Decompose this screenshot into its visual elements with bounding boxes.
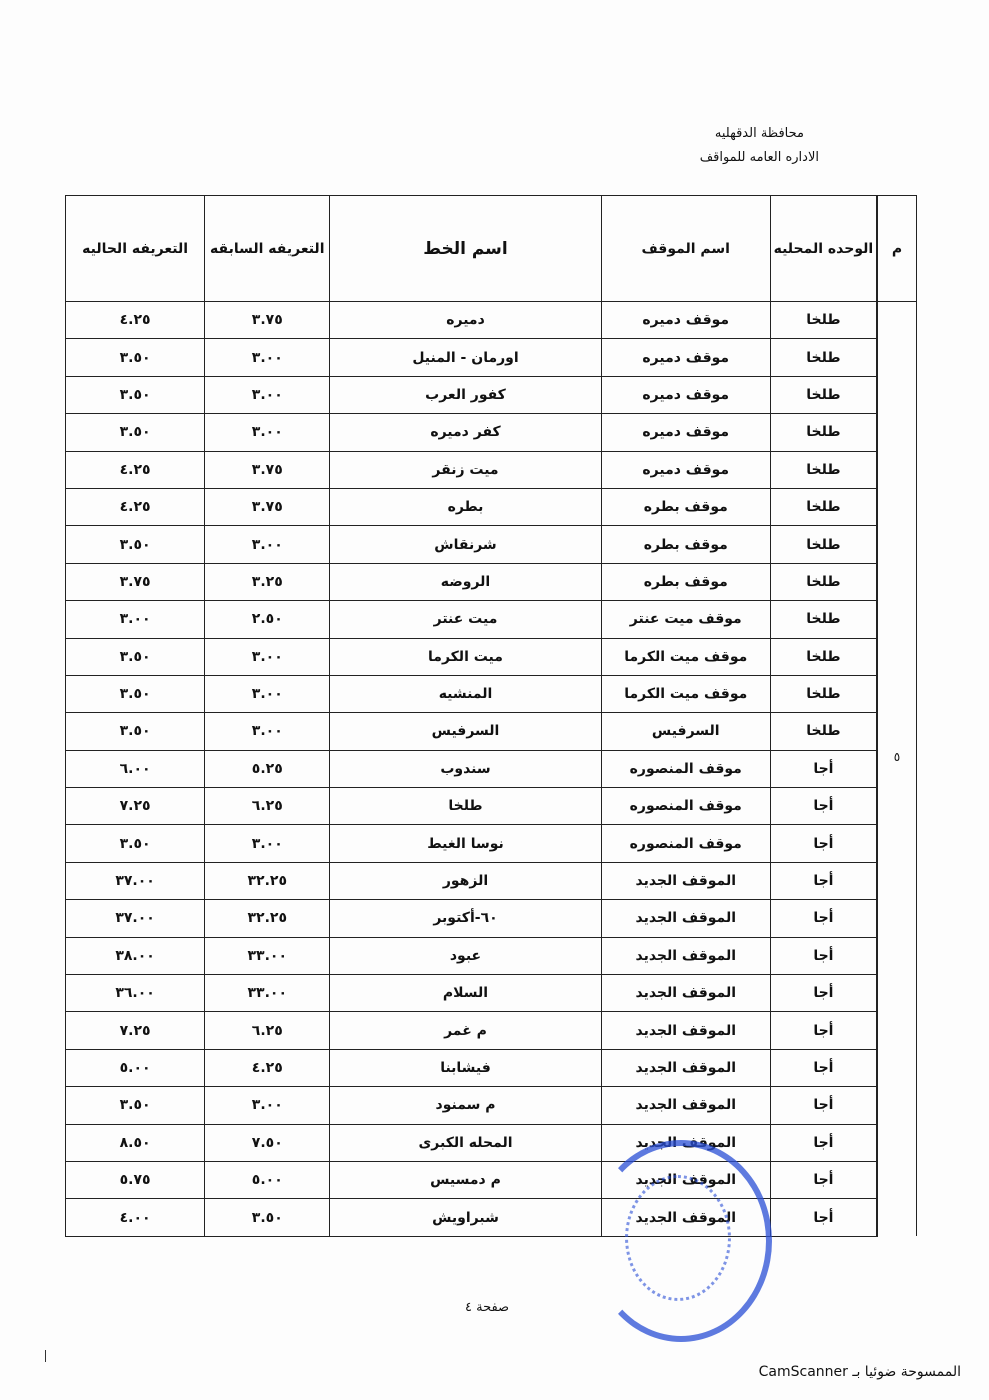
station-name: موقف بطره: [601, 526, 770, 563]
previous-fare: ٧.٥٠: [205, 1124, 330, 1161]
current-fare: ٣.٥٠: [66, 339, 205, 376]
station-name: الموقف الجديد: [601, 1124, 770, 1161]
row-number: [877, 1012, 917, 1049]
current-fare: ٧.٢٥: [66, 788, 205, 825]
current-fare: ٥.٧٥: [66, 1161, 205, 1198]
table-row: [66, 339, 917, 376]
line-name: م دمسيس: [330, 1161, 601, 1198]
line-name: الزهور: [330, 862, 601, 899]
table-row: [66, 862, 917, 899]
line-name: ميت زنقر: [330, 451, 601, 488]
local-unit: أجا: [770, 788, 877, 825]
page-number: صفحة ٤: [465, 1300, 510, 1315]
local-unit: أجا: [770, 862, 877, 899]
current-fare: ٣.٥٠: [66, 825, 205, 862]
table-row: [66, 1087, 917, 1124]
previous-fare: ٣.٢٥: [205, 563, 330, 600]
row-number: [877, 638, 917, 675]
line-name: كفور العرب: [330, 376, 601, 413]
previous-fare: ٣.٧٥: [205, 302, 330, 339]
station-name: موقف دميره: [601, 339, 770, 376]
row-number: [877, 975, 917, 1012]
table-row: [66, 526, 917, 563]
line-name: شرنقاش: [330, 526, 601, 563]
table-row: [66, 713, 917, 750]
station-name: الموقف الجديد: [601, 1049, 770, 1086]
current-fare: ٣.٧٥: [66, 563, 205, 600]
row-number: [877, 339, 917, 376]
row-number: [877, 1124, 917, 1161]
local-unit: أجا: [770, 750, 877, 787]
station-name: موقف دميره: [601, 376, 770, 413]
row-number: [877, 563, 917, 600]
col-current-fare: التعريفه الحاليه: [66, 196, 205, 302]
previous-fare: ٣.٠٠: [205, 675, 330, 712]
table-row: [66, 675, 917, 712]
previous-fare: ٣.٧٥: [205, 451, 330, 488]
previous-fare: ٣٣.٠٠: [205, 937, 330, 974]
current-fare: ٣.٥٠: [66, 526, 205, 563]
line-name: فيشابنا: [330, 1049, 601, 1086]
official-stamp-inner: [625, 1175, 731, 1301]
local-unit: أجا: [770, 900, 877, 937]
station-name: موقف دميره: [601, 451, 770, 488]
row-number: [877, 713, 917, 750]
station-name: الموقف الجديد: [601, 1012, 770, 1049]
previous-fare: ٣.٠٠: [205, 713, 330, 750]
current-fare: ٣٨.٠٠: [66, 937, 205, 974]
previous-fare: ٤.٢٥: [205, 1049, 330, 1086]
row-number: [877, 376, 917, 413]
line-name: كفر دميره: [330, 414, 601, 451]
line-name: المنشيه: [330, 675, 601, 712]
local-unit: أجا: [770, 1012, 877, 1049]
row-number: [877, 1087, 917, 1124]
previous-fare: ٦.٢٥: [205, 1012, 330, 1049]
previous-fare: ٣.٠٠: [205, 638, 330, 675]
table-row: [66, 488, 917, 525]
current-fare: ٣٦.٠٠: [66, 975, 205, 1012]
station-name: موقف بطره: [601, 488, 770, 525]
local-unit: طلخا: [770, 563, 877, 600]
station-name: موقف ميت الكرما: [601, 638, 770, 675]
line-name: سندوب: [330, 750, 601, 787]
row-number: [877, 1199, 917, 1236]
table-row: [66, 1161, 917, 1198]
line-name: شبراويش: [330, 1199, 601, 1236]
local-unit: أجا: [770, 1049, 877, 1086]
row-number: [877, 1049, 917, 1086]
current-fare: ٣.٥٠: [66, 675, 205, 712]
local-unit: أجا: [770, 1161, 877, 1198]
line-name: نوسا الغيط: [330, 825, 601, 862]
current-fare: ٣.٥٠: [66, 414, 205, 451]
table-row: [66, 937, 917, 974]
current-fare: ٤.٢٥: [66, 488, 205, 525]
table-header-row: [66, 196, 917, 302]
previous-fare: ٣٢.٢٥: [205, 900, 330, 937]
col-local-unit: الوحده المحليه: [770, 196, 877, 302]
table-row: [66, 638, 917, 675]
station-name: الموقف الجديد: [601, 862, 770, 899]
line-name: دميره: [330, 302, 601, 339]
station-name: الموقف الجديد: [601, 1161, 770, 1198]
row-number: [877, 601, 917, 638]
line-name: ٦٠-أكتوبر: [330, 900, 601, 937]
table-row: [66, 825, 917, 862]
station-name: السرفيس: [601, 713, 770, 750]
previous-fare: ٣.٧٥: [205, 488, 330, 525]
station-name: موقف ميت الكرما: [601, 675, 770, 712]
current-fare: ٧.٢٥: [66, 1012, 205, 1049]
local-unit: طلخا: [770, 675, 877, 712]
table-row: [66, 900, 917, 937]
current-fare: ٣.٥٠: [66, 376, 205, 413]
line-name: الروضه: [330, 563, 601, 600]
current-fare: ٣٧.٠٠: [66, 862, 205, 899]
col-line: اسم الخط: [330, 196, 601, 302]
row-number: [877, 488, 917, 525]
line-name: ميت الكرما: [330, 638, 601, 675]
local-unit: طلخا: [770, 526, 877, 563]
station-name: موقف دميره: [601, 414, 770, 451]
previous-fare: ٥.٢٥: [205, 750, 330, 787]
col-previous-fare: التعريفه السابقه: [205, 196, 330, 302]
table-row: [66, 1124, 917, 1161]
table-row: [66, 601, 917, 638]
scan-mark: [45, 1350, 46, 1362]
previous-fare: ٣٢.٢٥: [205, 862, 330, 899]
table-row: [66, 302, 917, 339]
current-fare: ٣٧.٠٠: [66, 900, 205, 937]
table-row: [66, 1199, 917, 1236]
line-name: بطره: [330, 488, 601, 525]
row-number: [877, 788, 917, 825]
line-name: اورمان - المنيل: [330, 339, 601, 376]
governorate-heading: محافظة الدقهليه: [714, 126, 804, 141]
local-unit: طلخا: [770, 376, 877, 413]
line-name: المحله الكبرى: [330, 1124, 601, 1161]
table-row: [66, 788, 917, 825]
previous-fare: ٣.٥٠: [205, 1199, 330, 1236]
local-unit: طلخا: [770, 414, 877, 451]
current-fare: ٣.٥٠: [66, 638, 205, 675]
local-unit: أجا: [770, 825, 877, 862]
row-number: [877, 900, 917, 937]
local-unit: طلخا: [770, 339, 877, 376]
local-unit: طلخا: [770, 488, 877, 525]
previous-fare: ٥.٠٠: [205, 1161, 330, 1198]
table-row: [66, 1012, 917, 1049]
row-number: [877, 937, 917, 974]
local-unit: أجا: [770, 937, 877, 974]
line-name: السلام: [330, 975, 601, 1012]
current-fare: ٣.٥٠: [66, 1087, 205, 1124]
station-name: موقف المنصوره: [601, 750, 770, 787]
line-name: عبود: [330, 937, 601, 974]
line-name: م سمنود: [330, 1087, 601, 1124]
row-number: [877, 825, 917, 862]
local-unit: طلخا: [770, 302, 877, 339]
table-row: [66, 975, 917, 1012]
previous-fare: ٣.٠٠: [205, 339, 330, 376]
local-unit: طلخا: [770, 713, 877, 750]
row-number: [877, 302, 917, 339]
station-name: الموقف الجديد: [601, 1199, 770, 1236]
local-unit: أجا: [770, 1087, 877, 1124]
line-name: السرفيس: [330, 713, 601, 750]
line-name: ميت عنتر: [330, 601, 601, 638]
row-number: [877, 1161, 917, 1198]
current-fare: ٨.٥٠: [66, 1124, 205, 1161]
col-number: م: [877, 196, 917, 302]
station-name: موقف المنصوره: [601, 788, 770, 825]
local-unit: طلخا: [770, 638, 877, 675]
row-number: [877, 675, 917, 712]
table-row: [66, 414, 917, 451]
station-name: الموقف الجديد: [601, 975, 770, 1012]
current-fare: ٦.٠٠: [66, 750, 205, 787]
table-row: [66, 563, 917, 600]
table-row: [66, 451, 917, 488]
tariff-table: [65, 195, 917, 1237]
row-number: ٥: [877, 750, 917, 787]
previous-fare: ٣.٠٠: [205, 1087, 330, 1124]
station-name: الموقف الجديد: [601, 900, 770, 937]
station-name: موقف المنصوره: [601, 825, 770, 862]
local-unit: طلخا: [770, 451, 877, 488]
station-name: موقف ميت عنتر: [601, 601, 770, 638]
local-unit: أجا: [770, 975, 877, 1012]
current-fare: ٤.٢٥: [66, 451, 205, 488]
previous-fare: ٣.٠٠: [205, 414, 330, 451]
current-fare: ٤.٠٠: [66, 1199, 205, 1236]
station-name: موقف دميره: [601, 302, 770, 339]
department-heading: الاداره العامه للمواقف: [699, 150, 819, 165]
previous-fare: ٣.٠٠: [205, 376, 330, 413]
row-number: [877, 451, 917, 488]
previous-fare: ٣.٠٠: [205, 526, 330, 563]
current-fare: ٤.٢٥: [66, 302, 205, 339]
current-fare: ٣.٥٠: [66, 713, 205, 750]
local-unit: أجا: [770, 1124, 877, 1161]
col-station: اسم الموقف: [601, 196, 770, 302]
station-name: الموقف الجديد: [601, 937, 770, 974]
scanner-watermark: الممسوحة ضوئيا بـ CamScanner: [758, 1364, 961, 1380]
station-name: الموقف الجديد: [601, 1087, 770, 1124]
previous-fare: ٣.٠٠: [205, 825, 330, 862]
line-name: طلخا: [330, 788, 601, 825]
previous-fare: ٢.٥٠: [205, 601, 330, 638]
previous-fare: ٣٣.٠٠: [205, 975, 330, 1012]
row-number: [877, 862, 917, 899]
current-fare: ٣.٠٠: [66, 601, 205, 638]
local-unit: أجا: [770, 1199, 877, 1236]
station-name: موقف بطره: [601, 563, 770, 600]
table-row: [66, 1049, 917, 1086]
row-number: [877, 526, 917, 563]
table-row: [66, 376, 917, 413]
line-name: م غمر: [330, 1012, 601, 1049]
row-number: [877, 414, 917, 451]
table-row: [66, 750, 917, 787]
local-unit: طلخا: [770, 601, 877, 638]
current-fare: ٥.٠٠: [66, 1049, 205, 1086]
previous-fare: ٦.٢٥: [205, 788, 330, 825]
